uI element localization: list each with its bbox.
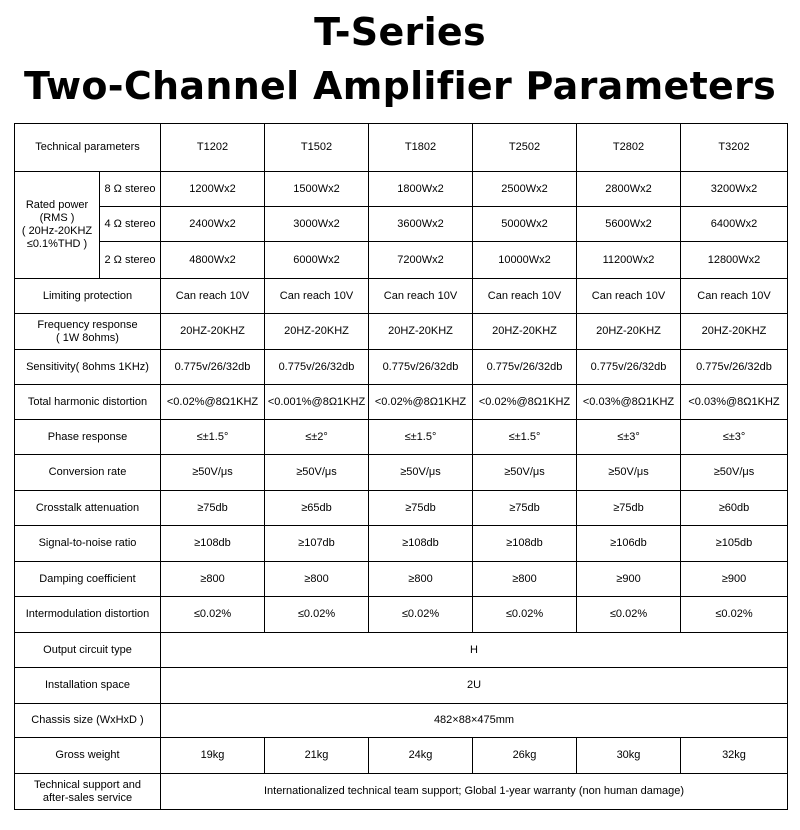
page-title: T-Series	[314, 10, 486, 54]
table-row	[15, 704, 788, 738]
model-header: T1502	[265, 124, 369, 172]
table-cell: ≥50V/μs	[577, 455, 681, 491]
param-label: Gross weight	[15, 738, 161, 774]
table-cell: ≥800	[161, 562, 265, 597]
table-row	[15, 172, 788, 207]
table-cell: 3200Wx2	[681, 172, 788, 207]
rated-power-label-line: (RMS )	[39, 212, 75, 224]
table-cell: ≥800	[265, 562, 369, 597]
rated-power-label	[15, 172, 100, 279]
table-cell: 20HZ-20KHZ	[265, 314, 369, 350]
rated-power-label-line: Rated power	[25, 199, 89, 211]
table-cell: ≥108db	[473, 526, 577, 562]
param-label: Signal-to-noise ratio	[15, 526, 161, 562]
param-label: Intermodulation distortion	[15, 597, 161, 633]
table-cell: <0.03%@8Ω1KHZ	[577, 385, 681, 420]
table-cell: ≥50V/μs	[265, 455, 369, 491]
param-label-line: ( 1W 8ohms)	[56, 331, 119, 344]
table-cell: ≥75db	[577, 491, 681, 526]
table-cell: ≤0.02%	[681, 597, 788, 633]
param-label: Limiting protection	[15, 279, 161, 314]
table-cell: ≤0.02%	[265, 597, 369, 633]
spec-table	[14, 123, 788, 810]
param-label: Installation space	[15, 668, 161, 704]
table-cell: 12800Wx2	[681, 242, 788, 279]
table-cell: ≥75db	[473, 491, 577, 526]
table-cell: 0.775v/26/32db	[577, 350, 681, 385]
table-cell: 6000Wx2	[265, 242, 369, 279]
table-row	[15, 455, 788, 491]
table-cell: <0.02%@8Ω1KHZ	[369, 385, 473, 420]
table-cell: 2500Wx2	[473, 172, 577, 207]
table-cell: 20HZ-20KHZ	[161, 314, 265, 350]
table-cell: 19kg	[161, 738, 265, 774]
table-cell: ≥105db	[681, 526, 788, 562]
param-label: Output circuit type	[15, 633, 161, 668]
table-cell: 20HZ-20KHZ	[369, 314, 473, 350]
table-cell: 3000Wx2	[265, 207, 369, 242]
param-label: Crosstalk attenuation	[15, 491, 161, 526]
table-cell: 11200Wx2	[577, 242, 681, 279]
table-cell: ≥60db	[681, 491, 788, 526]
model-header: T1802	[369, 124, 473, 172]
table-cell: 21kg	[265, 738, 369, 774]
param-label-line: Frequency response	[37, 318, 138, 331]
table-cell: 24kg	[369, 738, 473, 774]
table-cell: 20HZ-20KHZ	[473, 314, 577, 350]
table-row	[15, 562, 788, 597]
table-cell: 4800Wx2	[161, 242, 265, 279]
table-cell: <0.02%@8Ω1KHZ	[473, 385, 577, 420]
table-row	[15, 774, 788, 810]
table-cell: 5600Wx2	[577, 207, 681, 242]
model-header: T2802	[577, 124, 681, 172]
table-cell: ≥50V/μs	[161, 455, 265, 491]
table-cell: Can reach 10V	[161, 279, 265, 314]
param-label	[15, 314, 161, 350]
rated-power-label-line: ( 20Hz-20KHZ	[21, 225, 93, 237]
model-header: T3202	[681, 124, 788, 172]
table-cell: ≥50V/μs	[473, 455, 577, 491]
table-row	[15, 597, 788, 633]
param-label: Damping coefficient	[15, 562, 161, 597]
param-label-line: Technical support and	[33, 778, 141, 791]
table-cell: 7200Wx2	[369, 242, 473, 279]
table-cell: ≤±3°	[577, 420, 681, 455]
table-cell: ≤0.02%	[369, 597, 473, 633]
header-label: Technical parameters	[15, 124, 161, 172]
table-cell: ≥65db	[265, 491, 369, 526]
param-label-line: after-sales service	[42, 791, 133, 804]
table-cell: ≤0.02%	[473, 597, 577, 633]
table-cell: ≥900	[681, 562, 788, 597]
table-cell: ≥75db	[369, 491, 473, 526]
table-cell: Can reach 10V	[265, 279, 369, 314]
table-row	[15, 314, 788, 350]
param-label: Chassis size (WxHxD )	[15, 704, 161, 738]
table-cell: Can reach 10V	[681, 279, 788, 314]
table-row	[15, 242, 788, 279]
table-cell: ≤0.02%	[161, 597, 265, 633]
table-cell: ≥800	[473, 562, 577, 597]
table-cell: 20HZ-20KHZ	[681, 314, 788, 350]
model-header: T1202	[161, 124, 265, 172]
table-cell: ≥800	[369, 562, 473, 597]
table-cell: 0.775v/26/32db	[369, 350, 473, 385]
param-label	[15, 774, 161, 810]
table-cell: Can reach 10V	[369, 279, 473, 314]
merged-cell: Internationalized technical team support; Global 1-year warranty (non human damage)	[161, 774, 788, 810]
table-cell: ≤±3°	[681, 420, 788, 455]
table-row	[15, 738, 788, 774]
table-cell: 0.775v/26/32db	[161, 350, 265, 385]
param-label: Sensitivity( 8ohms 1KHz)	[15, 350, 161, 385]
table-row	[15, 668, 788, 704]
table-cell: 32kg	[681, 738, 788, 774]
table-cell: 2400Wx2	[161, 207, 265, 242]
table-cell: 1800Wx2	[369, 172, 473, 207]
load-label: 2 Ω stereo	[100, 242, 161, 279]
table-cell: 0.775v/26/32db	[681, 350, 788, 385]
table-row	[15, 350, 788, 385]
table-cell: ≤±1.5°	[161, 420, 265, 455]
merged-cell: 482×88×475mm	[161, 704, 788, 738]
table-cell: 2800Wx2	[577, 172, 681, 207]
table-cell: ≥75db	[161, 491, 265, 526]
table-row	[15, 526, 788, 562]
table-cell: Can reach 10V	[473, 279, 577, 314]
table-row	[15, 633, 788, 668]
table-cell: <0.03%@8Ω1KHZ	[681, 385, 788, 420]
table-header-row	[15, 124, 788, 172]
table-cell: 1200Wx2	[161, 172, 265, 207]
table-cell: ≥108db	[369, 526, 473, 562]
table-row	[15, 385, 788, 420]
load-label: 4 Ω stereo	[100, 207, 161, 242]
merged-cell: 2U	[161, 668, 788, 704]
table-cell: 0.775v/26/32db	[473, 350, 577, 385]
table-cell: ≥108db	[161, 526, 265, 562]
table-cell: <0.02%@8Ω1KHZ	[161, 385, 265, 420]
table-cell: ≤0.02%	[577, 597, 681, 633]
table-cell: 1500Wx2	[265, 172, 369, 207]
table-cell: ≥106db	[577, 526, 681, 562]
table-row	[15, 420, 788, 455]
table-cell: <0.001%@8Ω1KHZ	[265, 385, 369, 420]
table-cell: 10000Wx2	[473, 242, 577, 279]
table-cell: ≥50V/μs	[681, 455, 788, 491]
table-row	[15, 491, 788, 526]
table-cell: 6400Wx2	[681, 207, 788, 242]
table-cell: 3600Wx2	[369, 207, 473, 242]
table-cell: 20HZ-20KHZ	[577, 314, 681, 350]
table-row	[15, 279, 788, 314]
param-label: Conversion rate	[15, 455, 161, 491]
model-header: T2502	[473, 124, 577, 172]
page-subtitle: Two-Channel Amplifier Parameters	[23, 64, 777, 108]
table-cell: ≥107db	[265, 526, 369, 562]
table-cell: ≤±1.5°	[369, 420, 473, 455]
table-cell: 30kg	[577, 738, 681, 774]
table-cell: Can reach 10V	[577, 279, 681, 314]
load-label: 8 Ω stereo	[100, 172, 161, 207]
param-label: Phase response	[15, 420, 161, 455]
table-row	[15, 207, 788, 242]
table-cell: 0.775v/26/32db	[265, 350, 369, 385]
table-cell: ≤±2°	[265, 420, 369, 455]
param-label: Total harmonic distortion	[15, 385, 161, 420]
merged-cell: H	[161, 633, 788, 668]
table-cell: ≥50V/μs	[369, 455, 473, 491]
table-cell: ≤±1.5°	[473, 420, 577, 455]
rated-power-label-line: ≤0.1%THD )	[26, 238, 88, 250]
table-cell: 26kg	[473, 738, 577, 774]
table-cell: ≥900	[577, 562, 681, 597]
table-cell: 5000Wx2	[473, 207, 577, 242]
